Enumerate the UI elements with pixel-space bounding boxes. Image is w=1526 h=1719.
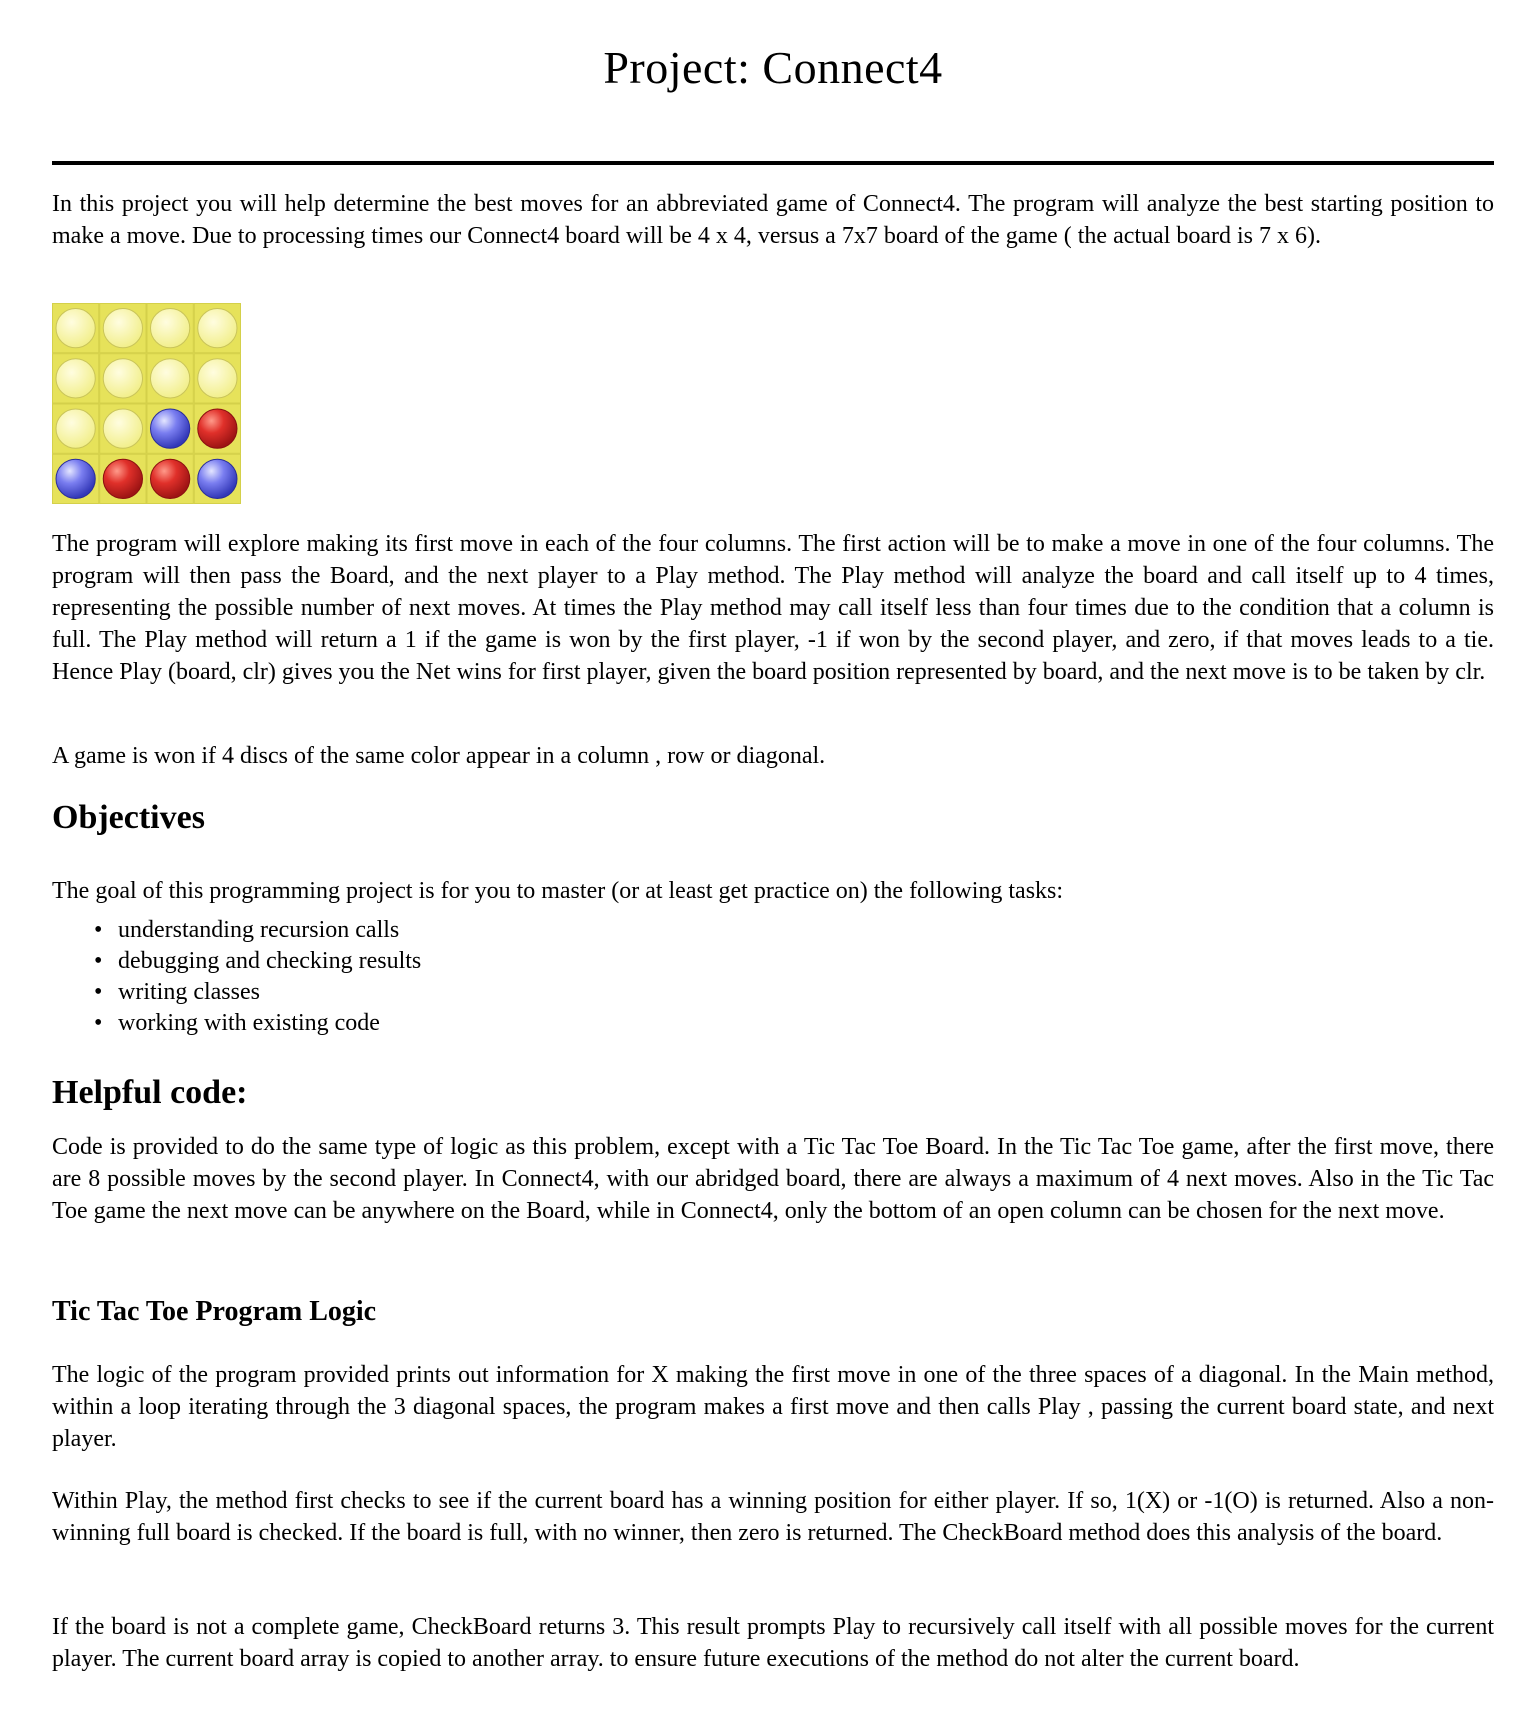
empty-slot bbox=[198, 309, 237, 348]
explore-paragraph: The program will explore making its first move in each of the four columns. The first action will be to make a move in one of the four columns. The program will then pass the Board, and the next player to a Play method. The Play method will analyze the board and call itself up to 4 times, representing the possible number of next moves. At times the Play method may call itself less than four times due to the condition that a column is full. The Play method will return a 1 if the game is won by the first player, -1 if won by the second player, and zero, if that moves leads to a tie. Hence Play (board, clr) gives you the Net wins for first player, given the board position represented by board, and the next move is to be taken by clr. bbox=[52, 531, 1494, 685]
empty-slot bbox=[56, 359, 95, 398]
empty-slot bbox=[56, 309, 95, 348]
empty-slot bbox=[103, 309, 142, 348]
blue-disc bbox=[198, 459, 237, 498]
objectives-list bbox=[52, 915, 421, 1039]
empty-slot bbox=[151, 309, 190, 348]
red-disc bbox=[103, 459, 142, 498]
logic-paragraph-1: The logic of the program provided prints out information for X making the first move in one of the three spaces of a diagonal. In the Main method, within a loop iterating through the 3 diagonal spaces, the program makes a first move and then calls Play , passing the current board state, and next player. bbox=[52, 1362, 1494, 1452]
page-title: Project: Connect4 bbox=[603, 42, 943, 93]
empty-slot bbox=[198, 359, 237, 398]
empty-slot bbox=[56, 409, 95, 448]
logic-heading: Tic Tac Toe Program Logic bbox=[52, 1296, 377, 1327]
objectives-lead: The goal of this programming project is for you to master (or at least get practice on) the following tasks: bbox=[52, 878, 1064, 904]
list-item: • debugging and checking results bbox=[52, 946, 421, 977]
helpful-code-paragraph: Code is provided to do the same type of logic as this problem, except with a Tic Tac Toe Board. In the Tic Tac Toe game, after the first move, there are 8 possible moves by the second player. In Connect4, with our abridged board, there are always a maximum of 4 next moves. Also in the Tic Tac Toe game the next move can be anywhere on the Board, while in Connect4, only the bottom of an open column can be chosen for the next move. bbox=[52, 1134, 1494, 1224]
win-rule-paragraph: A game is won if 4 discs of the same color appear in a column , row or diagonal. bbox=[52, 743, 826, 769]
connect4-board-image bbox=[52, 303, 241, 504]
red-disc bbox=[198, 409, 237, 448]
list-item: • understanding recursion calls bbox=[52, 915, 421, 946]
bullet-icon: • bbox=[94, 1010, 103, 1036]
list-item: • working with existing code bbox=[52, 1008, 421, 1039]
empty-slot bbox=[103, 359, 142, 398]
bullet-icon: • bbox=[94, 917, 103, 943]
logic-paragraph-2: Within Play, the method first checks to see if the current board has a winning position for either player. If so, 1(X) or -1(O) is returned. Also a non-winning full board is checked. If the board is full, with no winner, then zero is returned. The CheckBoard method does this analysis of the board. bbox=[52, 1488, 1494, 1546]
bullet-icon: • bbox=[94, 948, 103, 974]
intro-paragraph: In this project you will help determine the best moves for an abbreviated game of Connect4. The program will analyze the best starting position to make a move. Due to processing times our Connect4 board will be 4 x 4, versus a 7x7 board of the game ( the actual board is 7 x 6). bbox=[52, 191, 1494, 249]
logic-paragraph-3: If the board is not a complete game, CheckBoard returns 3. This result prompts Play to recursively call itself with all possible moves for the current player. The current board array is copied to another array. to ensure future executions of the method do not alter the current board. bbox=[52, 1614, 1494, 1672]
blue-disc bbox=[151, 409, 190, 448]
list-item: • writing classes bbox=[52, 977, 421, 1008]
helpful-code-heading: Helpful code: bbox=[52, 1074, 248, 1111]
objectives-heading: Objectives bbox=[52, 799, 205, 836]
bullet-icon: • bbox=[94, 979, 103, 1005]
blue-disc bbox=[56, 459, 95, 498]
empty-slot bbox=[151, 359, 190, 398]
empty-slot bbox=[103, 409, 142, 448]
title-divider bbox=[52, 161, 1494, 165]
red-disc bbox=[151, 459, 190, 498]
